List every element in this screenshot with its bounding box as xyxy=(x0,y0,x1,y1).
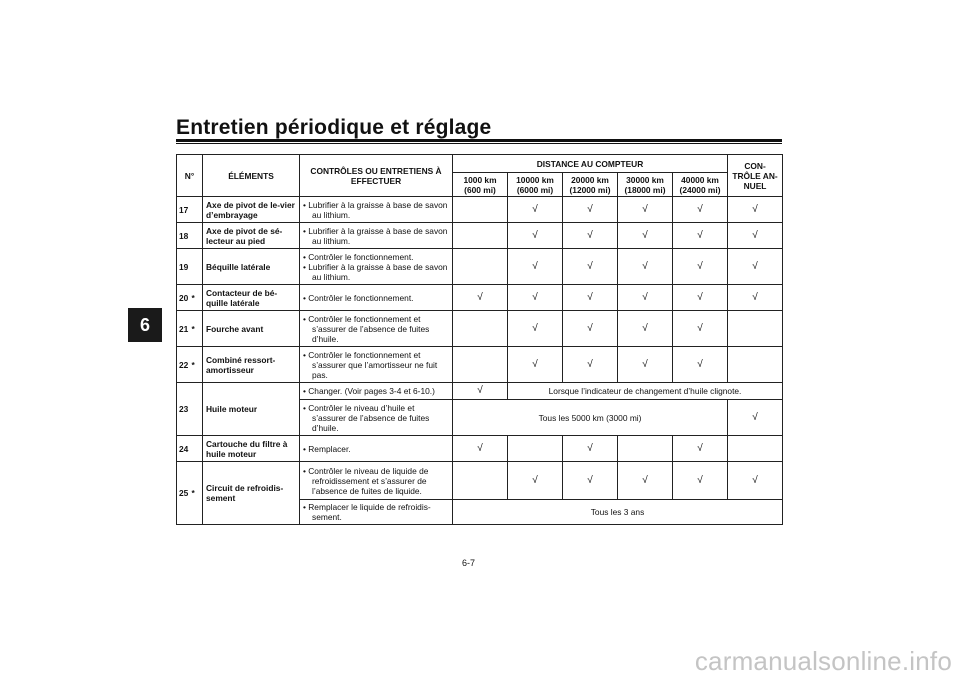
row-actions: • Contrôler le niveau de liquide de refroidissement et s’assurer de l’absence de fuites de liquide. xyxy=(300,462,453,500)
check-mark: √ xyxy=(618,249,673,285)
check-mark: √ xyxy=(508,347,563,383)
check-mark: √ xyxy=(563,347,618,383)
interval-note: Tous les 3 ans xyxy=(453,500,783,525)
row-star xyxy=(192,436,203,462)
table-row xyxy=(177,462,783,500)
check-mark: √ xyxy=(618,285,673,311)
table-row xyxy=(177,249,783,285)
check-mark: √ xyxy=(563,223,618,249)
header-elements: ÉLÉMENTS xyxy=(203,155,300,197)
row-star xyxy=(192,223,203,249)
check-mark: √ xyxy=(673,462,728,500)
check-mark: √ xyxy=(508,285,563,311)
check-mark: √ xyxy=(453,285,508,311)
table-row xyxy=(177,285,783,311)
chapter-tab: 6 xyxy=(128,308,162,342)
row-number: 24 xyxy=(177,436,192,462)
row-item: Huile moteur xyxy=(203,383,300,436)
interval-note: Lorsque l’indicateur de changement d’huile clignote. xyxy=(508,383,783,400)
check-mark: √ xyxy=(453,436,508,462)
maintenance-table xyxy=(176,154,783,525)
check-mark: √ xyxy=(673,436,728,462)
title-rule-thin xyxy=(176,143,782,144)
check-mark: √ xyxy=(618,223,673,249)
page-number: 6-7 xyxy=(462,558,476,568)
row-number: 22 xyxy=(177,347,192,383)
header-no: N° xyxy=(177,155,203,197)
check-mark: √ xyxy=(453,383,508,400)
row-actions: • Contrôler le fonctionnement et s’assurer que l’amortisseur ne fuit pas. xyxy=(300,347,453,383)
row-item: Axe de pivot de sé-lecteur au pied xyxy=(203,223,300,249)
row-star: * xyxy=(192,311,203,347)
row-item: Béquille latérale xyxy=(203,249,300,285)
row-actions: • Changer. (Voir pages 3-4 et 6-10.) xyxy=(300,383,453,400)
row-actions: • Lubrifier à la graisse à base de savon au lithium. xyxy=(300,197,453,223)
check-mark: √ xyxy=(563,462,618,500)
check-mark: √ xyxy=(563,249,618,285)
row-number: 17 xyxy=(177,197,192,223)
table-row xyxy=(177,223,783,249)
check-mark: √ xyxy=(508,197,563,223)
row-number: 21 xyxy=(177,311,192,347)
header-interval: 30000 km (18000 mi) xyxy=(618,173,673,197)
row-star: * xyxy=(192,347,203,383)
header-distance: DISTANCE AU COMPTEUR xyxy=(453,155,728,173)
row-star xyxy=(192,249,203,285)
row-number: 20 xyxy=(177,285,192,311)
table-row xyxy=(177,383,783,400)
header-interval: 40000 km (24000 mi) xyxy=(673,173,728,197)
check-mark: √ xyxy=(563,311,618,347)
row-actions: • Remplacer. xyxy=(300,436,453,462)
check-mark: √ xyxy=(673,311,728,347)
check-mark: √ xyxy=(673,197,728,223)
row-item: Circuit de refroidis-sement xyxy=(203,462,300,525)
check-mark: √ xyxy=(728,462,783,500)
check-mark: √ xyxy=(728,249,783,285)
row-star xyxy=(192,197,203,223)
row-actions: • Contrôler le fonctionnement. xyxy=(300,285,453,311)
check-mark: √ xyxy=(728,197,783,223)
check-mark: √ xyxy=(673,285,728,311)
row-number: 19 xyxy=(177,249,192,285)
check-mark: √ xyxy=(618,347,673,383)
row-item: Fourche avant xyxy=(203,311,300,347)
title-rule xyxy=(176,139,782,142)
row-item: Cartouche du filtre à huile moteur xyxy=(203,436,300,462)
check-mark: √ xyxy=(563,285,618,311)
row-item: Contacteur de bé-quille latérale xyxy=(203,285,300,311)
header-interval: 20000 km (12000 mi) xyxy=(563,173,618,197)
row-star: * xyxy=(192,285,203,311)
check-mark: √ xyxy=(728,223,783,249)
watermark: carmanualsonline.info xyxy=(694,646,952,676)
check-mark: √ xyxy=(728,400,783,436)
check-mark: √ xyxy=(508,311,563,347)
header-checks: CONTRÔLES OU ENTRETIENS À EFFECTUER xyxy=(300,155,453,197)
row-actions: • Lubrifier à la graisse à base de savon au lithium. xyxy=(300,223,453,249)
page-title: Entretien périodique et réglage xyxy=(176,116,492,139)
table-row xyxy=(177,197,783,223)
check-mark: √ xyxy=(673,347,728,383)
row-item: Axe de pivot de le-vier d’embrayage xyxy=(203,197,300,223)
check-mark: √ xyxy=(563,436,618,462)
check-mark: √ xyxy=(563,197,618,223)
table-row xyxy=(177,436,783,462)
table-row xyxy=(177,347,783,383)
row-number: 25 xyxy=(177,462,192,525)
check-mark: √ xyxy=(618,311,673,347)
row-number: 18 xyxy=(177,223,192,249)
check-mark: √ xyxy=(618,197,673,223)
header-interval: 10000 km (6000 mi) xyxy=(508,173,563,197)
check-mark: √ xyxy=(618,462,673,500)
check-mark: √ xyxy=(508,462,563,500)
check-mark: √ xyxy=(508,223,563,249)
table-row xyxy=(177,311,783,347)
interval-note: Tous les 5000 km (3000 mi) xyxy=(453,400,728,436)
header-annual: CON-TRÔLE AN-NUEL xyxy=(728,155,783,197)
row-actions: • Contrôler le niveau d’huile et s’assurer de l’absence de fuites d’huile. xyxy=(300,400,453,436)
check-mark: √ xyxy=(728,285,783,311)
row-number: 23 xyxy=(177,383,192,436)
row-item: Combiné ressort-amortisseur xyxy=(203,347,300,383)
header-interval: 1000 km (600 mi) xyxy=(453,173,508,197)
row-star xyxy=(192,383,203,436)
row-actions: • Contrôler le fonctionnement et s’assurer de l’absence de fuites d’huile. xyxy=(300,311,453,347)
check-mark: √ xyxy=(673,223,728,249)
check-mark: √ xyxy=(673,249,728,285)
row-star: * xyxy=(192,462,203,525)
row-actions: • Contrôler le fonctionnement. • Lubrifier à la graisse à base de savon au lithium. xyxy=(300,249,453,285)
row-actions: • Remplacer le liquide de refroidis-sement. xyxy=(300,500,453,525)
check-mark: √ xyxy=(508,249,563,285)
